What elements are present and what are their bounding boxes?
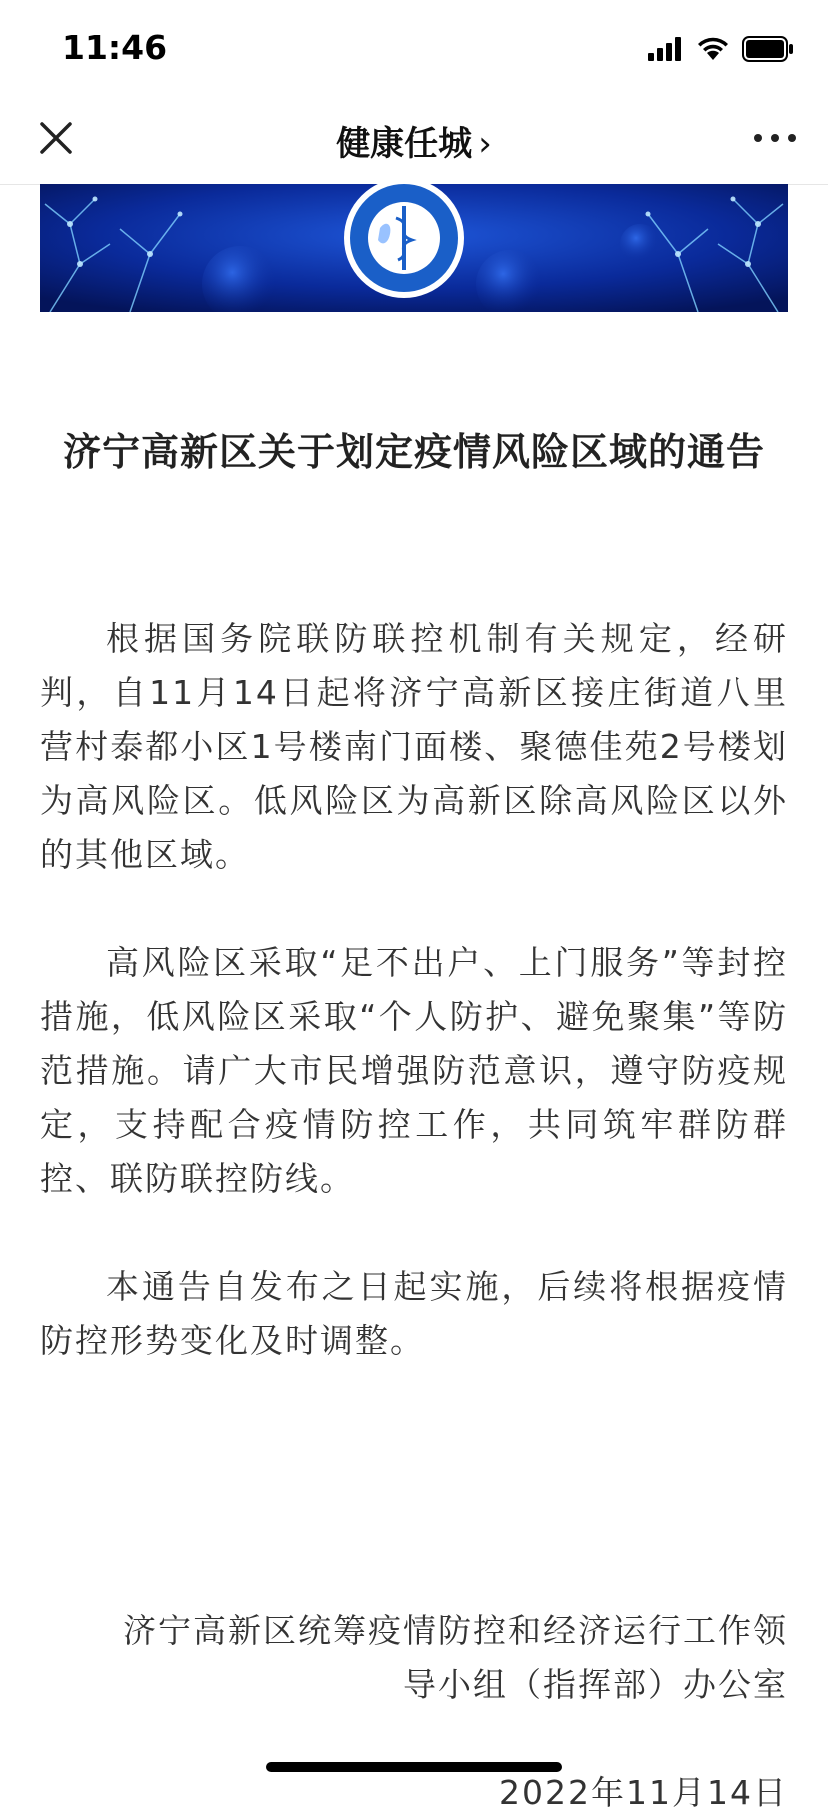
nav-bar bbox=[0, 92, 828, 185]
header-banner bbox=[40, 184, 788, 312]
banner-graphic bbox=[40, 184, 788, 312]
cellular-signal-icon bbox=[648, 37, 684, 61]
status-time: 11:46 bbox=[62, 28, 168, 67]
status-icons bbox=[648, 34, 794, 64]
home-indicator[interactable] bbox=[266, 1762, 562, 1772]
battery-icon bbox=[742, 36, 794, 62]
chevron-right-icon: › bbox=[478, 124, 492, 164]
article-title: 济宁高新区关于划定疫情风险区域的通告 bbox=[62, 430, 765, 474]
issuer-signature: 济宁高新区统筹疫情防控和经济运行工作领导小组（指挥部）办公室 bbox=[123, 1611, 788, 1704]
article-paragraph-3: 本通告自发布之日起实施，后续将根据疫情防控形势变化及时调整。 bbox=[40, 1267, 788, 1360]
issue-date: 2022年11月14日 bbox=[499, 1773, 788, 1812]
wifi-icon bbox=[696, 36, 730, 62]
article-paragraph-2: 高风险区采取“足不出户、上门服务”等封控措施，低风险区采取“个人防护、避免聚集”等防范措施。请广大市民增强防范意识，遵守防疫规定，支持配合疫情防控工作，共同筑牢群防群控、联防联控防线。 bbox=[40, 943, 788, 1198]
account-title: 健康任城 bbox=[336, 124, 473, 164]
article-paragraph-1: 根据国务院联防联控机制有关规定，经研判，自11月14日起将济宁高新区接庄街道八里营村泰都小区1号楼南门面楼、聚德佳苑2号楼划为高风险区。低风险区为高新区除高风险区以外的其他区域。 bbox=[40, 619, 788, 874]
more-options-icon[interactable] bbox=[752, 126, 798, 150]
account-title-link[interactable] bbox=[0, 116, 828, 165]
status-bar bbox=[0, 0, 828, 92]
